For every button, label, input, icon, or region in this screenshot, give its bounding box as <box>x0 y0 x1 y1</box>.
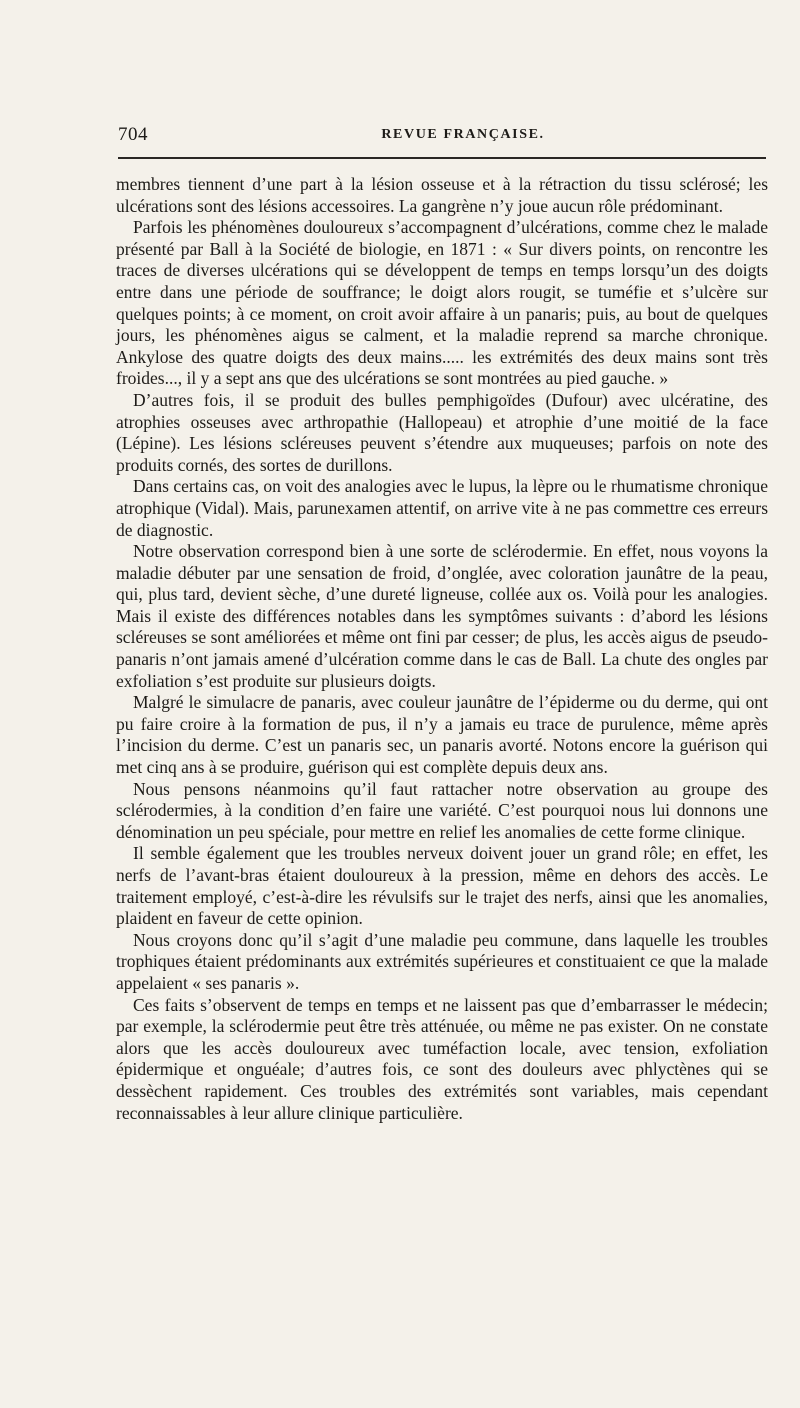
paragraph: Notre observation correspond bien à une sorte de sclérodermie. En effet, nous voyons la maladie débuter par une sensation de froid, d’onglée, avec coloration jaunâtre de la peau, qui, plus tard, devient sèche, d’une dureté ligneuse, collée aux os. Voilà pour les analogies. Mais il existe des différences notables dans les symptômes suivants : d’abord les lésions scléreuses se sont améliorées et même ont fini par cesser; de plus, les accès aigus de pseudo-panaris n’ont jamais amené d’ulcération comme dans le cas de Ball. La chute des ongles par exfoliation s’est produite sur plusieurs doigts. <box>116 541 768 691</box>
paragraph: Nous croyons donc qu’il s’agit d’une maladie peu commune, dans laquelle les troubles trophiques étaient prédominants aux extrémités supérieures et constituaient ce que la malade appelaient « ses panaris ». <box>116 929 768 993</box>
page-header <box>118 124 768 148</box>
body-text <box>116 174 768 1124</box>
page-number: 704 <box>118 124 148 145</box>
paragraph: Malgré le simulacre de panaris, avec couleur jaunâtre de l’épiderme ou du derme, qui ont pu faire croire à la formation de pus, il n’y a jamais eu trace de purulence, même après l’incision du derme. C’est un panaris sec, un panaris avorté. Notons encore la guérison qui met cinq ans à se produire, guérison qui est complète depuis deux ans. <box>116 692 768 778</box>
paragraph: Ces faits s’observent de temps en temps et ne laissent pas que d’embarrasser le médecin; par exemple, la sclérodermie peut être très atténuée, ou même ne pas exister. On ne constate alors que les accès douloureux avec tuméfaction locale, avec tension, exfoliation épidermique et onguéale; d’autres fois, ce sont des douleurs avec phlyctènes qui se dessèchent rapidement. Ces troubles des extrémités sont variables, mais cependant reconnaissables à leur allure clinique particulière. <box>116 994 768 1123</box>
paragraph: Nous pensons néanmoins qu’il faut rattacher notre observation au groupe des sclérodermies, à la condition d’en faire une variété. C’est pourquoi nous lui donnons une dénomination un peu spéciale, pour mettre en relief les anomalies de cette forme clinique. <box>116 778 768 842</box>
paragraph: membres tiennent d’une part à la lésion osseuse et à la rétraction du tissu sclérosé; les ulcérations sont des lésions accessoires. La gangrène n’y joue aucun rôle prédominant. <box>116 174 768 216</box>
paragraph: Parfois les phénomènes douloureux s’accompagnent d’ulcérations, comme chez le malade présenté par Ball à la Société de biologie, en 1871 : « Sur divers points, on rencontre les traces de diverses ulcérations qui se développent de temps en temps lorsqu’un des doigts entre dans une période de souffrance; le doigt alors rougit, se tuméfie et s’ulcère sur quelques points; à ce moment, on croit avoir affaire à un panaris; puis, au bout de quelques jours, les phénomènes aigus se calment, et la maladie reprend sa marche chronique. Ankylose des quatre doigts des deux mains..... les extrémités des deux mains sont très froides..., il y a sept ans que des ulcérations se sont montrées au pied gauche. » <box>116 217 768 389</box>
paragraph: D’autres fois, il se produit des bulles pemphigoïdes (Dufour) avec ulcératine, des atrophies osseuses avec arthropathie (Hallopeau) et atrophie d’une moitié de la face (Lépine). Les lésions scléreuses peuvent s’étendre aux muqueuses; parfois on note des produits cornés, des sortes de durillons. <box>116 389 768 475</box>
paragraph: Dans certains cas, on voit des analogies avec le lupus, la lèpre ou le rhumatisme chronique atrophique (Vidal). Mais, parunexamen attentif, on arrive vite à ne pas commettre ces erreurs de diagnostic. <box>116 476 768 540</box>
paragraph: Il semble également que les troubles nerveux doivent jouer un grand rôle; en effet, les nerfs de l’avant-bras étaient douloureux à la pression, même en dehors des accès. Le traitement employé, c’est-à-dire les révulsifs sur le trajet des nerfs, ainsi que les anomalies, plaident en faveur de cette opinion. <box>116 843 768 929</box>
header-rule <box>118 157 766 159</box>
running-title: REVUE FRANÇAISE. <box>381 127 545 142</box>
